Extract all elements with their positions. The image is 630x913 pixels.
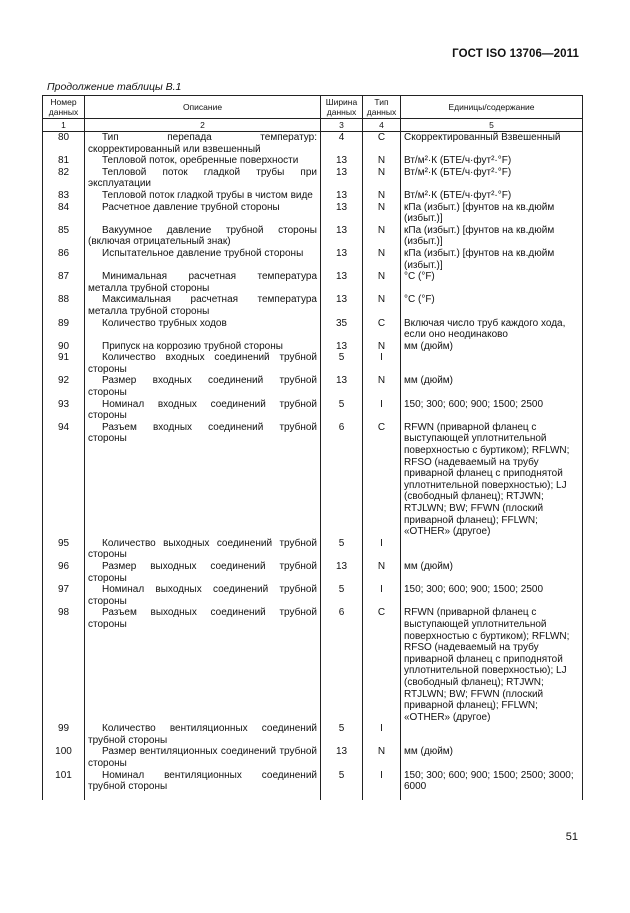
document-standard-header: ГОСТ ISO 13706—2011 <box>452 48 579 60</box>
table-row <box>43 607 583 723</box>
table-header-row <box>43 96 583 119</box>
row-data-width: 13 <box>321 202 363 225</box>
row-description: Количество входных соединений трубной стороны <box>85 352 321 375</box>
row-units: мм (дюйм) <box>401 746 583 769</box>
column-number: 4 <box>363 119 401 132</box>
row-number: 94 <box>43 422 85 538</box>
row-data-width: 5 <box>321 538 363 561</box>
page-number: 51 <box>565 831 578 843</box>
row-data-type: N <box>363 271 401 294</box>
row-data-type: I <box>363 723 401 746</box>
row-units: Скорректированный Взвешенный <box>401 132 583 156</box>
row-data-type: N <box>363 294 401 317</box>
row-number: 81 <box>43 155 85 167</box>
row-data-width: 4 <box>321 132 363 156</box>
row-number: 96 <box>43 561 85 584</box>
row-description: Размер вентиляционных соединений трубной стороны <box>85 746 321 769</box>
table-body <box>43 132 583 800</box>
row-description: Размер входных соединений трубной стороны <box>85 375 321 398</box>
table-row <box>43 248 583 271</box>
row-units: Вт/м²·К (БТЕ/ч·фут²·°F) <box>401 167 583 190</box>
row-data-type: N <box>363 202 401 225</box>
row-data-type: I <box>363 538 401 561</box>
row-number: 86 <box>43 248 85 271</box>
row-units: мм (дюйм) <box>401 341 583 353</box>
row-description: Тепловой поток гладкой трубы в чистом виде <box>85 190 321 202</box>
row-units: мм (дюйм) <box>401 375 583 398</box>
row-data-type: C <box>363 422 401 538</box>
row-number: 84 <box>43 202 85 225</box>
row-units: кПа (избыт.) [фунтов на кв.дюйм (избыт.)] <box>401 202 583 225</box>
row-data-width: 13 <box>321 190 363 202</box>
column-header-description: Описание <box>85 96 321 119</box>
table-row <box>43 399 583 422</box>
table-row <box>43 318 583 341</box>
row-data-width: 5 <box>321 584 363 607</box>
row-number: 95 <box>43 538 85 561</box>
row-description: Максимальная расчетная температура металла трубной стороны <box>85 294 321 317</box>
column-number: 5 <box>401 119 583 132</box>
row-data-width: 13 <box>321 561 363 584</box>
row-description: Количество выходных соединений трубной стороны <box>85 538 321 561</box>
data-table <box>42 95 583 800</box>
row-data-width: 35 <box>321 318 363 341</box>
row-number: 80 <box>43 132 85 156</box>
row-description: Разъем входных соединений трубной стороны <box>85 422 321 538</box>
row-units: °C (°F) <box>401 271 583 294</box>
row-data-type: C <box>363 318 401 341</box>
row-data-type: C <box>363 132 401 156</box>
column-header-type: Тип данных <box>363 96 401 119</box>
column-header-number: Номер данных <box>43 96 85 119</box>
table-row <box>43 155 583 167</box>
row-units: 150; 300; 600; 900; 1500; 2500 <box>401 584 583 607</box>
row-number: 87 <box>43 271 85 294</box>
table-row <box>43 422 583 538</box>
row-number: 97 <box>43 584 85 607</box>
row-data-type: N <box>363 746 401 769</box>
table-row <box>43 746 583 769</box>
column-number: 1 <box>43 119 85 132</box>
row-data-type: C <box>363 607 401 723</box>
row-data-type: N <box>363 248 401 271</box>
table-row <box>43 225 583 248</box>
row-data-width: 5 <box>321 723 363 746</box>
row-description: Тип перепада температур: скорректированный или взвешенный <box>85 132 321 156</box>
row-data-type: N <box>363 375 401 398</box>
table-row <box>43 770 583 800</box>
row-units: RFWN (приварной фланец с выступающей уплотнительной поверхностью с буртиком); RFLWN; RFSO (надеваемый на трубу приварной фланец с приподнятой уплотнительной поверхностью); LJ (свободный фланец); RTJWN; RTJLWN; BW; FFWN (плоский приварной фланец); FFLWN; «OTHER» (другое) <box>401 607 583 723</box>
table-row <box>43 294 583 317</box>
row-data-type: I <box>363 770 401 800</box>
row-units <box>401 352 583 375</box>
row-number: 98 <box>43 607 85 723</box>
row-data-type: N <box>363 225 401 248</box>
row-number: 83 <box>43 190 85 202</box>
row-data-width: 13 <box>321 375 363 398</box>
row-units <box>401 538 583 561</box>
column-number: 3 <box>321 119 363 132</box>
row-number: 82 <box>43 167 85 190</box>
column-header-width: Ширина данных <box>321 96 363 119</box>
column-number: 2 <box>85 119 321 132</box>
row-units: °C (°F) <box>401 294 583 317</box>
row-data-type: N <box>363 341 401 353</box>
row-description: Номинал выходных соединений трубной стороны <box>85 584 321 607</box>
row-data-width: 13 <box>321 746 363 769</box>
table-row <box>43 375 583 398</box>
row-number: 88 <box>43 294 85 317</box>
row-number: 85 <box>43 225 85 248</box>
row-description: Разъем выходных соединений трубной стороны <box>85 607 321 723</box>
table-row <box>43 271 583 294</box>
table-caption: Продолжение таблицы В.1 <box>47 81 182 93</box>
row-number: 89 <box>43 318 85 341</box>
row-units: 150; 300; 600; 900; 1500; 2500 <box>401 399 583 422</box>
row-number: 99 <box>43 723 85 746</box>
table-row <box>43 341 583 353</box>
row-description: Припуск на коррозию трубной стороны <box>85 341 321 353</box>
row-description: Количество трубных ходов <box>85 318 321 341</box>
table-row <box>43 167 583 190</box>
row-data-type: N <box>363 167 401 190</box>
table-row <box>43 584 583 607</box>
column-number-row <box>43 119 583 132</box>
row-description: Номинал входных соединений трубной стороны <box>85 399 321 422</box>
row-data-width: 6 <box>321 607 363 723</box>
row-data-width: 13 <box>321 248 363 271</box>
row-data-width: 5 <box>321 352 363 375</box>
row-number: 92 <box>43 375 85 398</box>
row-units: 150; 300; 600; 900; 1500; 2500; 3000; 6000 <box>401 770 583 800</box>
row-description: Испытательное давление трубной стороны <box>85 248 321 271</box>
row-data-width: 6 <box>321 422 363 538</box>
row-number: 100 <box>43 746 85 769</box>
row-description: Количество вентиляционных соединений трубной стороны <box>85 723 321 746</box>
table-row <box>43 190 583 202</box>
table-row <box>43 352 583 375</box>
row-number: 101 <box>43 770 85 800</box>
row-units: Вт/м²·К (БТЕ/ч·фут²·°F) <box>401 155 583 167</box>
row-units <box>401 723 583 746</box>
row-description: Минимальная расчетная температура металла трубной стороны <box>85 271 321 294</box>
row-data-width: 13 <box>321 294 363 317</box>
row-number: 91 <box>43 352 85 375</box>
row-data-width: 13 <box>321 271 363 294</box>
row-data-type: N <box>363 155 401 167</box>
row-units: кПа (избыт.) [фунтов на кв.дюйм (избыт.)] <box>401 248 583 271</box>
row-description: Тепловой поток, оребренные поверхности <box>85 155 321 167</box>
row-units: кПа (избыт.) [фунтов на кв.дюйм (избыт.)] <box>401 225 583 248</box>
row-data-width: 13 <box>321 155 363 167</box>
row-description: Тепловой поток гладкой трубы при эксплуатации <box>85 167 321 190</box>
row-units: мм (дюйм) <box>401 561 583 584</box>
row-description: Размер выходных соединений трубной стороны <box>85 561 321 584</box>
table-row <box>43 132 583 156</box>
row-units: Включая число труб каждого хода, если оно неодинаково <box>401 318 583 341</box>
row-description: Вакуумное давление трубной стороны (включая отрицательный знак) <box>85 225 321 248</box>
row-description: Номинал вентиляционных соединений трубной стороны <box>85 770 321 800</box>
table-row <box>43 538 583 561</box>
row-data-width: 5 <box>321 399 363 422</box>
row-data-type: N <box>363 190 401 202</box>
row-data-width: 13 <box>321 341 363 353</box>
row-data-type: I <box>363 352 401 375</box>
row-units: Вт/м²·К (БТЕ/ч·фут²·°F) <box>401 190 583 202</box>
row-data-type: I <box>363 584 401 607</box>
row-units: RFWN (приварной фланец с выступающей уплотнительной поверхностью с буртиком); RFLWN; RFSO (надеваемый на трубу приварной фланец с приподнятой уплотнительной поверхностью); LJ (свободный фланец); RTJWN; RTJLWN; BW; FFWN (плоский приварной фланец); FFLWN; «OTHER» (другое) <box>401 422 583 538</box>
table-row <box>43 561 583 584</box>
row-data-type: N <box>363 561 401 584</box>
row-data-width: 13 <box>321 167 363 190</box>
row-data-type: I <box>363 399 401 422</box>
column-header-units: Единицы/содержание <box>401 96 583 119</box>
row-description: Расчетное давление трубной стороны <box>85 202 321 225</box>
table-row <box>43 202 583 225</box>
row-data-width: 5 <box>321 770 363 800</box>
row-data-width: 13 <box>321 225 363 248</box>
row-number: 93 <box>43 399 85 422</box>
table-row <box>43 723 583 746</box>
row-number: 90 <box>43 341 85 353</box>
